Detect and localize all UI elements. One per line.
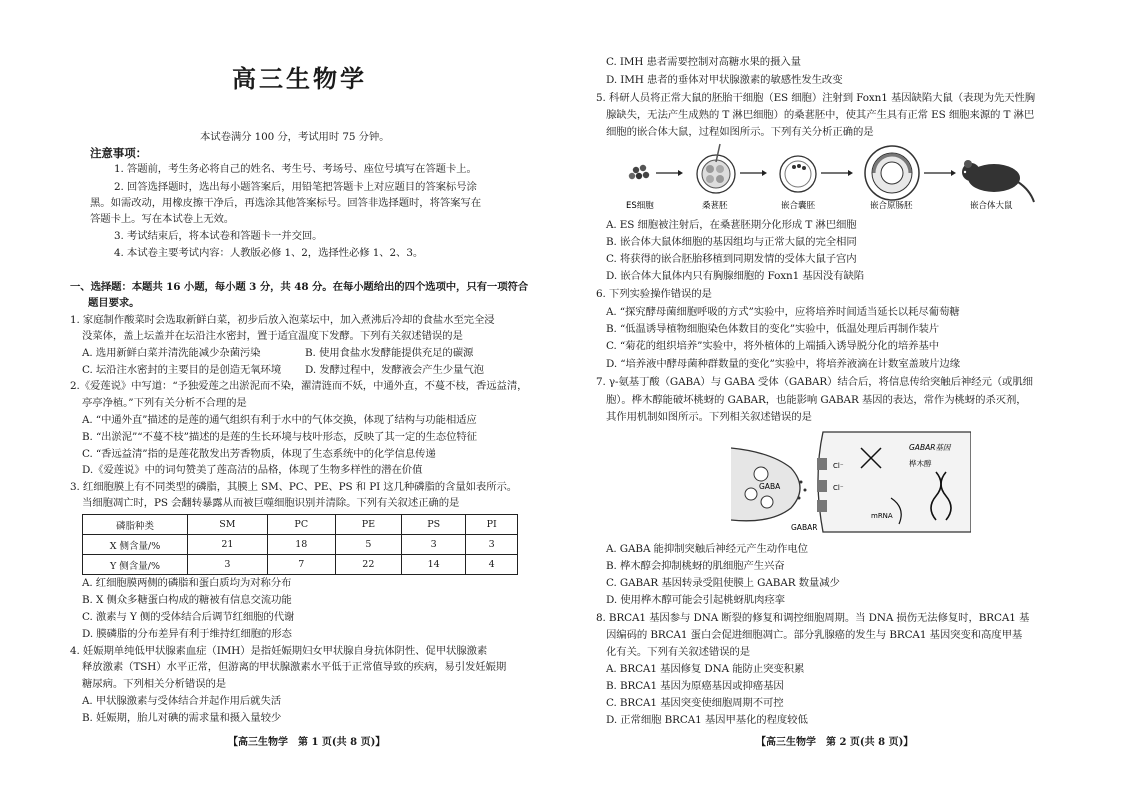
option-d: D. 使用桦木醇可能会引起桃蚜肌肉痉挛: [606, 594, 785, 606]
page-footer: 【高三生物学 第 1 页(共 8 页)】: [228, 737, 386, 748]
option-c: C. BRCA1 基因突变使细胞周期不可控: [606, 697, 784, 709]
morula-icon: [697, 144, 735, 193]
question-stem: 因编码的 BRCA1 蛋白会促进细胞凋亡。部分乳腺癌的发生与 BRCA1 基因突变和高度甲基: [606, 629, 1023, 641]
option-b: B. 桦木醇会抑制桃蚜的肌细胞产生兴奋: [606, 560, 785, 572]
option-d: D. 膜磷脂的分布差异有利于维持红细胞的形态: [82, 628, 292, 640]
page-2: [561, 0, 1122, 794]
page-title: 高三生物学: [232, 64, 367, 93]
option-d: D. 嵌合体大鼠体内只有胸腺细胞的 Foxn1 基因没有缺陷: [606, 270, 865, 282]
table-row: [83, 555, 518, 575]
option-a: A. ES 细胞被注射后，在桑葚胚期分化形成 T 淋巴细胞: [606, 219, 857, 231]
option-d: D. IMH 患者的垂体对甲状腺激素的敏感性发生改变: [606, 74, 843, 86]
option-d: D. “培养液中酵母菌种群数量的变化”实验中，将培养液滴在计数室盖玻片边缘: [606, 358, 960, 370]
question-stem: 7. γ-氨基丁酸（GABA）与 GABA 受体（GABAR）结合后，将信息传给突触后神经元（或肌细: [596, 376, 1033, 388]
option-a: A. BRCA1 基因修复 DNA 能防止突变积累: [606, 663, 805, 675]
option-b: B. “出淤泥”“不蔓不枝”描述的是莲的生长环境与枝叶形态，反映了其一定的生态位特征: [82, 431, 477, 443]
gabar-icon: [817, 458, 827, 470]
gastrula-icon: [865, 146, 919, 200]
notice-line: 黑。如需改动，用橡皮擦干净后，再选涂其他答案标号。回答非选择题时，将答案写在: [90, 197, 482, 209]
notice-line: 1. 答题前，考生务必将自己的姓名、考生号、考场号、座位号填写在答题卡上。: [114, 163, 477, 175]
question-stem: 腺缺失，无法产生成熟的 T 淋巴细胞）的桑葚胚中，使其产生具有正常 ES 细胞来源的 T 淋巴: [606, 109, 1035, 121]
table-cell: Y 侧含量/%: [83, 555, 188, 575]
cl-label: Cl⁻: [833, 462, 844, 470]
figure-label: 桑葚胚: [702, 201, 728, 211]
option-b: B. X 侧众多糖蛋白构成的糖被有信息交流功能: [82, 594, 292, 606]
table-header-row: [83, 515, 518, 535]
option-a: A. 甲状腺激素与受体结合并起作用后就失活: [82, 695, 282, 707]
table-cell: 14: [402, 555, 466, 575]
question-stem: 糖尿病。下列相关分析错误的是: [82, 678, 227, 690]
figure-label: 嵌合囊胚: [781, 201, 816, 211]
option-a: A. GABA 能抑制突触后神经元产生动作电位: [606, 543, 808, 555]
table-cell: 3: [466, 535, 518, 555]
option-c: C. “香远益清”指的是莲花散发出芳香物质，体现了生态系统中的化学信息传递: [82, 448, 436, 460]
notice-line: 2. 回答选择题时，选出每小题答案后，用铅笔把答题卡上对应题目的答案标号涂: [114, 181, 477, 193]
table-cell: X 侧含量/%: [83, 535, 188, 555]
option-b: B. 使用食盐水发酵能提供充足的碳源: [305, 347, 474, 359]
option-c: C. “菊花的组织培养”实验中，将外植体的上端插入诱导脱分化的培养基中: [606, 340, 940, 352]
option-c: C. IMH 患者需要控制对高糖水果的摄入量: [606, 56, 801, 68]
question-stem: 8. BRCA1 基因参与 DNA 断裂的修复和调控细胞周期。当 DNA 损伤无法修复时，BRCA1 基: [596, 612, 1030, 624]
table-header-cell: PC: [267, 515, 335, 535]
table-header-cell: SM: [188, 515, 268, 535]
table-cell: 3: [188, 555, 268, 575]
table-cell: 18: [267, 535, 335, 555]
option-a: A. 红细胞膜两侧的磷脂和蛋白质均为对称分布: [82, 577, 292, 589]
section-heading: 题目要求。: [88, 297, 140, 309]
table-header-cell: 磷脂种类: [83, 515, 188, 535]
option-d: D. 正常细胞 BRCA1 基因甲基化的程度较低: [606, 714, 808, 726]
page-footer: 【高三生物学 第 2 页(共 8 页)】: [756, 737, 914, 748]
question-stem: 4. 妊娠期单纯低甲状腺素血症（IMH）是指妊娠期妇女甲状腺自身抗体阴性、促甲状腺激素: [70, 645, 488, 657]
question-stem: 2.《爱莲说》中写道：“予独爱莲之出淤泥而不染，濯清涟而不妖，中通外直，不蔓不枝，香远益清，: [70, 380, 528, 392]
phospholipid-table: [82, 514, 518, 575]
gabar-label: GABAR: [791, 523, 818, 532]
question-stem: 亭亭净植。”下列有关分析不合理的是: [82, 397, 247, 409]
figure-label: ES细胞: [626, 201, 654, 211]
gabar-gene-label: GABAR基因: [909, 443, 951, 452]
option-d: D.《爱莲说》中的词句赞美了莲高洁的品格，体现了生物多样性的潜在价值: [82, 464, 423, 476]
option-b: B. 嵌合体大鼠体细胞的基因组均与正常大鼠的完全相同: [606, 236, 857, 248]
cl-label: Cl⁻: [833, 484, 844, 492]
blastocyst-icon: [780, 156, 816, 192]
table-header-cell: PE: [335, 515, 401, 535]
option-c: C. GABAR 基因转录受阻使膜上 GABAR 数量减少: [606, 577, 840, 589]
es-cells-icon: [629, 165, 649, 179]
option-c: C. 坛沿注水密封的主要目的是创造无氧环境: [82, 364, 282, 376]
question-stem: 3. 红细胞膜上有不同类型的磷脂，其膜上 SM、PC、PE、PS 和 PI 这几种磷脂的含量如表所示。: [70, 481, 518, 493]
question-stem: 6. 下列实验操作错误的是: [596, 288, 712, 300]
question-stem: 当细胞凋亡时，PS 会翻转暴露从而被巨噬细胞识别并清除。下列有关叙述正确的是: [82, 497, 460, 509]
option-b: B. “低温诱导植物细胞染色体数目的变化”实验中，低温处理后再制作装片: [606, 323, 940, 335]
score-info: 本试卷满分 100 分，考试用时 75 分钟。: [200, 131, 390, 143]
question-stem: 没菜体，盖上坛盖并在坛沿注水密封，置于适宜温度下发酵。下列有关叙述错误的是: [82, 330, 463, 342]
question-stem: 释放激素（TSH）水平正常，但游离的甲状腺激素水平低于正常值导致的疾病，易引发妊娠期: [82, 661, 507, 673]
table-row: [83, 535, 518, 555]
option-c: C. 将获得的嵌合胚胎移植到同期发情的受体大鼠子宫内: [606, 253, 857, 265]
notice-line: 答题卡上。写在本试卷上无效。: [90, 213, 235, 225]
betulin-label: 桦木醇: [909, 459, 932, 468]
gaba-label: GABA: [759, 482, 781, 491]
figure-label: 嵌合原肠胚: [870, 201, 913, 211]
option-a: A. “中通外直”描述的是莲的通气组织有利于水中的气体交换，体现了结构与功能相适应: [82, 414, 477, 426]
table-cell: 22: [335, 555, 401, 575]
synapse-diagram: [731, 428, 971, 536]
table-cell: 5: [335, 535, 401, 555]
option-a: A. 选用新鲜白菜并清洗能减少杂菌污染: [82, 347, 261, 359]
question-stem: 1. 家庭制作酸菜时会选取新鲜白菜，初步后放入泡菜坛中，加入煮沸后冷却的食盐水至完全浸: [70, 314, 495, 326]
section-heading: 一、选择题：本题共 16 小题，每小题 3 分，共 48 分。在每小题给出的四个选项中，只有一项符合: [70, 281, 529, 293]
option-b: B. BRCA1 基因为原癌基因或抑癌基因: [606, 680, 784, 692]
notice-line: 4. 本试卷主要考试内容：人教版必修 1、2，选择性必修 1、2、3。: [114, 247, 424, 259]
option-d: D. 发酵过程中，发酵液会产生少量气泡: [305, 364, 484, 376]
table-cell: 7: [267, 555, 335, 575]
question-stem: 其作用机制如图所示。下列相关叙述错误的是: [606, 411, 812, 423]
table-header-cell: PS: [402, 515, 466, 535]
mrna-label: mRNA: [871, 512, 893, 520]
question-stem: 细胞的嵌合体大鼠，过程如图所示。下列有关分析正确的是: [606, 126, 874, 138]
embryo-diagram: [616, 142, 1036, 218]
table-header-cell: PI: [466, 515, 518, 535]
question-stem: 化有关。下列有关叙述错误的是: [606, 646, 751, 658]
rat-icon: [962, 160, 1034, 202]
table-cell: 21: [188, 535, 268, 555]
table-cell: 3: [402, 535, 466, 555]
option-c: C. 激素与 Y 侧的受体结合后调节红细胞的代谢: [82, 611, 295, 623]
option-b: B. 妊娠期，胎儿对碘的需求量和摄入量较少: [82, 712, 282, 724]
question-stem: 胞）。桦木醇能破坏桃蚜的 GABAR，也能影响 GABAR 基因的表达，常作为桃蚜的杀灭剂，: [606, 394, 1027, 406]
question-stem: 5. 科研人员将正常大鼠的胚胎干细胞（ES 细胞）注射到 Foxn1 基因缺陷大鼠（表现为先天性胸: [596, 92, 1036, 104]
option-a: A. “探究酵母菌细胞呼吸的方式”实验中，应将培养时间适当延长以耗尽葡萄糖: [606, 306, 960, 318]
notice-heading: 注意事项：: [90, 146, 147, 160]
notice-line: 3. 考试结束后，将本试卷和答题卡一并交回。: [114, 230, 323, 242]
vesicle-icon: [754, 467, 768, 481]
table-cell: 4: [466, 555, 518, 575]
figure-label: 嵌合体大鼠: [970, 201, 1013, 211]
